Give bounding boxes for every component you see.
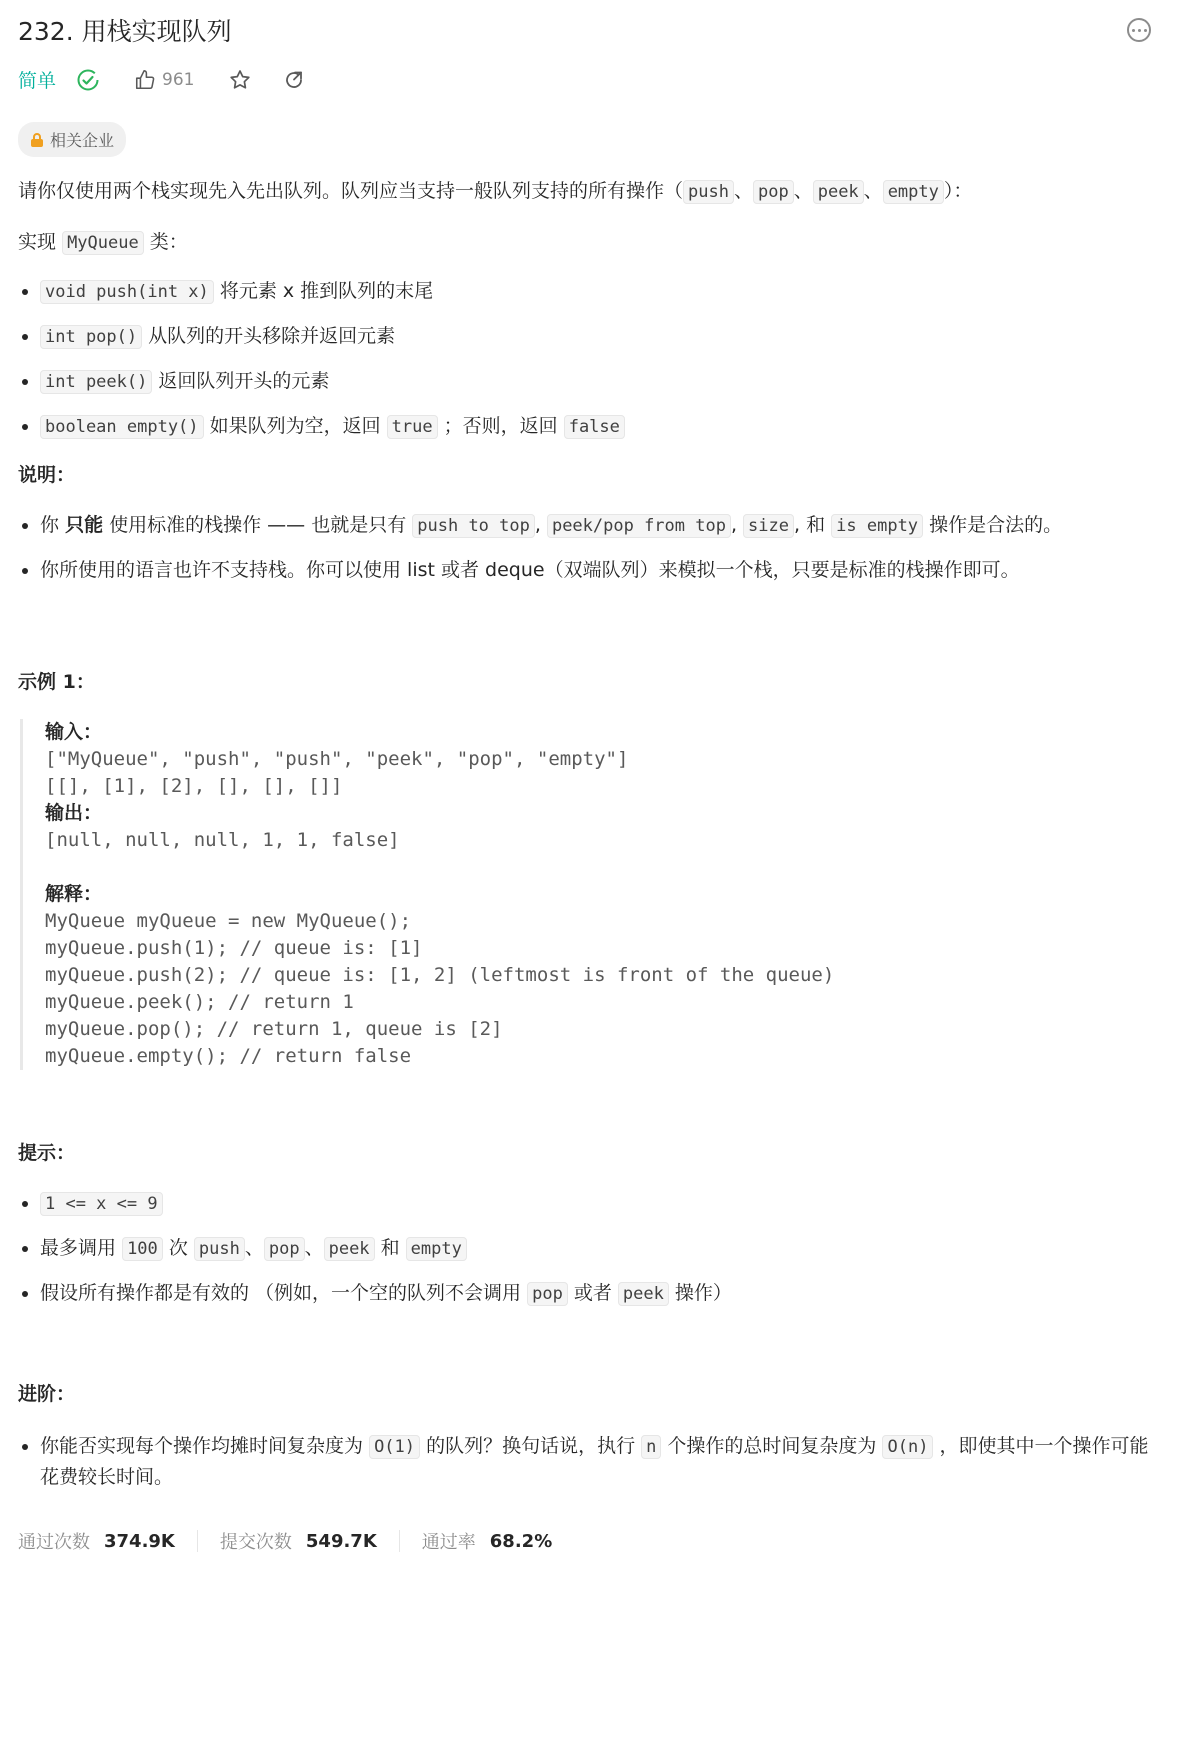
accepted-label: 通过次数 [18,1532,90,1553]
divider [399,1530,400,1552]
like-button[interactable] [134,69,194,91]
hint-text: 或者 [573,1282,612,1304]
input-line-2: [[], [1], [2], [], [], []] [45,775,343,797]
explain-line: myQueue.pop(); // return 1, queue is [2] [45,1018,503,1040]
problem-description [18,178,1158,1492]
example-title: 示例 1： [18,671,95,693]
code-inline: is empty [831,514,923,538]
method-desc-2: ；否则，返回 [443,415,558,437]
method-signature: void push(int x) [40,280,214,304]
list-item [40,413,1158,440]
note-text: 和 [806,514,826,536]
list-item [40,512,1158,539]
list-item [40,1280,1158,1307]
stats-bar [18,1528,552,1554]
like-count: 961 [162,69,195,90]
code-inline: n [641,1435,661,1459]
sep: 、 [304,1237,324,1259]
sep: 、 [863,180,883,202]
explain-line: MyQueue myQueue = new MyQueue(); [45,910,412,932]
note-text: 使用标准的栈操作 —— 也就是只有 [109,514,407,536]
output-line: [null, null, null, 1, 1, false] [45,829,400,851]
list-item [40,278,1158,305]
hint-text: 操作） [674,1282,732,1304]
notes-title: 说明： [18,464,76,486]
advanced-title: 进阶： [18,1383,76,1405]
impl-suffix: 类： [149,231,188,253]
hints-title: 提示： [18,1142,76,1164]
intro-paragraph [18,178,1158,205]
rate-label: 通过率 [421,1532,476,1553]
comma: , [794,514,801,536]
explain-line: myQueue.push(2); // queue is: [1, 2] (leftmost is front of the queue) [45,964,835,986]
example-block [20,719,1158,1070]
difficulty-badge: 简单 [18,70,57,92]
method-desc: 如果队列为空，返回 [209,415,381,437]
related-companies-label: 相关企业 [50,131,115,150]
problem-meta [18,66,306,93]
related-companies-tag[interactable] [18,122,126,157]
op-empty: empty [883,180,944,204]
submitted-label: 提交次数 [219,1532,292,1553]
list-item [40,323,1158,350]
op-push: push [683,180,734,204]
advanced-text: ，即使其中一个操作可能花费较长时间。 [40,1435,1149,1488]
spacer [45,854,1158,881]
code-inline: empty [406,1237,467,1261]
impl-line [18,229,1158,256]
note-bold: 只能 [65,514,104,536]
output-label: 输出： [45,802,103,824]
hint-text: 和 [380,1237,400,1259]
solved-check-icon [76,68,100,92]
sep: 、 [793,180,813,202]
code-inline: size [743,514,794,538]
divider [197,1530,198,1552]
intro-text: 请你仅使用两个栈实现先入先出队列。队列应当支持一般队列支持的所有操作（ [18,180,684,202]
list-item [40,1190,1158,1217]
lock-icon [30,132,44,148]
method-desc: 从队列的开头移除并返回元素 [148,325,396,347]
code-inline: peek [324,1237,375,1261]
code-inline: peek/pop from top [547,514,731,538]
method-signature: int pop() [40,325,142,349]
code-true: true [387,415,438,439]
thumbs-up-icon [134,69,156,91]
input-line-1: ["MyQueue", "push", "push", "peek", "pop", "empty"] [45,748,629,770]
advanced-text: 你能否实现每个操作均摊时间复杂度为 [40,1435,364,1457]
advanced-text: 个操作的总时间复杂度为 [667,1435,877,1457]
code-inline: 100 [122,1237,163,1261]
method-desc: 将元素 x 推到队列的末尾 [219,280,434,302]
sep: 、 [733,180,753,202]
comma: , [534,514,541,536]
code-false: false [564,415,625,439]
code-inline: peek [618,1282,669,1306]
explain-line: myQueue.peek(); // return 1 [45,991,354,1013]
hint-text: 次 [168,1237,188,1259]
code-inline: pop [264,1237,305,1261]
list-item [40,368,1158,395]
code-inline: O(1) [369,1435,420,1459]
star-icon[interactable] [228,68,252,92]
code-inline: push to top [412,514,535,538]
intro-end: ）： [943,180,973,202]
share-icon[interactable] [282,68,306,92]
note-text: 操作是合法的。 [929,514,1063,536]
list-item [40,1235,1158,1262]
advanced-text: 的队列？换句话说，执行 [426,1435,636,1457]
notes-list [18,512,1158,583]
input-label: 输入： [45,721,103,743]
op-pop: pop [753,180,794,204]
explain-line: myQueue.empty(); // return false [45,1045,412,1067]
hint-text: 假设所有操作都是有效的 （例如，一个空的队列不会调用 [40,1282,522,1304]
method-signature: boolean empty() [40,415,204,439]
submitted-value: 549.7K [305,1530,377,1552]
code-inline: pop [527,1282,568,1306]
impl-prefix: 实现 [18,231,57,253]
method-desc: 返回队列开头的元素 [158,370,330,392]
list-item [40,1431,1158,1492]
rate-value: 68.2% [489,1530,553,1552]
problem-title[interactable]: 232. 用栈实现队列 [18,17,232,46]
code-inline: O(n) [882,1435,933,1459]
list-item: • 你所使用的语言也许不支持栈。你可以使用 list 或者 deque（双端队列）来模拟一个栈，只要是标准的栈操作即可。 [40,557,1158,583]
explain-label: 解释： [45,883,103,905]
method-list [18,278,1158,440]
note-text: 你 [40,514,60,536]
comma: , [730,514,737,536]
constraint-code: 1 <= x <= 9 [40,1192,163,1216]
advanced-list [18,1431,1158,1492]
hints-list [18,1190,1158,1307]
hint-text: 最多调用 [40,1237,117,1259]
class-name: MyQueue [62,231,144,255]
sep: 、 [244,1237,264,1259]
accepted-value: 374.9K [104,1530,175,1552]
method-signature: int peek() [40,370,152,394]
code-inline: push [194,1237,245,1261]
op-peek: peek [813,180,864,204]
explain-line: myQueue.push(1); // queue is: [1] [45,937,423,959]
more-icon[interactable] [1127,18,1151,42]
